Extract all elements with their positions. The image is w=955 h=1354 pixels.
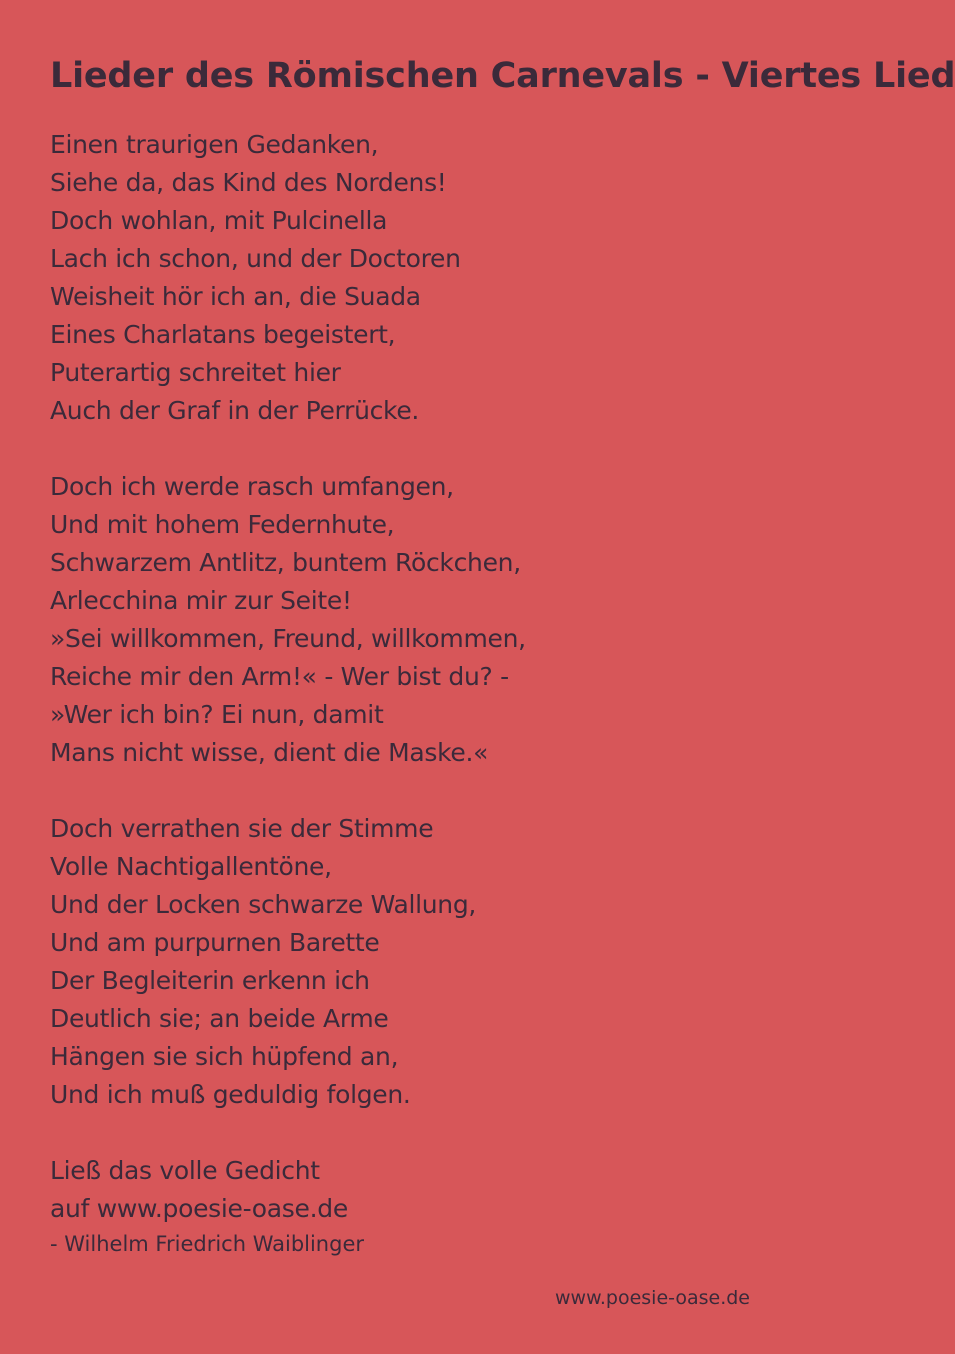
- poem-line: »Sei willkommen, Freund, willkommen,: [50, 624, 526, 653]
- read-more-note: [50, 1152, 790, 1228]
- poem-line: Der Begleiterin erkenn ich: [50, 966, 370, 995]
- poem-line: Mans nicht wisse, dient die Maske.«: [50, 738, 489, 767]
- poem-line: Volle Nachtigallentöne,: [50, 852, 332, 881]
- stanza-gap: [50, 772, 790, 810]
- stanza-gap: [50, 1114, 790, 1152]
- stanza-2: [50, 468, 790, 772]
- read-more-link: auf www.poesie-oase.de: [50, 1194, 348, 1223]
- poem-line: Schwarzem Antlitz, buntem Röckchen,: [50, 548, 521, 577]
- poem-line: Auch der Graf in der Perrücke.: [50, 396, 420, 425]
- poem-line: Doch verrathen sie der Stimme: [50, 814, 434, 843]
- poem-line: Arlecchina mir zur Seite!: [50, 586, 352, 615]
- poem-line: Doch wohlan, mit Pulcinella: [50, 206, 388, 235]
- poem-line: Und mit hohem Federnhute,: [50, 510, 395, 539]
- poem-line: Hängen sie sich hüpfend an,: [50, 1042, 399, 1071]
- poem-line: Deutlich sie; an beide Arme: [50, 1004, 389, 1033]
- poem-line: Reiche mir den Arm!« - Wer bist du? -: [50, 662, 509, 691]
- stanza-gap: [50, 430, 790, 468]
- poem-title: Lieder des Römischen Carnevals - Viertes Lied: [50, 56, 955, 96]
- poem-author: - Wilhelm Friedrich Waiblinger: [50, 1232, 365, 1256]
- poem-line: Puterartig schreitet hier: [50, 358, 341, 387]
- poem-line: Und der Locken schwarze Wallung,: [50, 890, 477, 919]
- site-watermark: www.poesie-oase.de: [554, 1287, 750, 1309]
- poem-line: Lach ich schon, und der Doctoren: [50, 244, 461, 273]
- poem-line: »Wer ich bin? Ei nun, damit: [50, 700, 384, 729]
- poem-line: Doch ich werde rasch umfangen,: [50, 472, 454, 501]
- poem-line: Einen traurigen Gedanken,: [50, 130, 379, 159]
- poem-line: Weisheit hör ich an, die Suada: [50, 282, 421, 311]
- stanza-3: [50, 810, 790, 1114]
- poem-line: Eines Charlatans begeistert,: [50, 320, 396, 349]
- poem-line: Und am purpurnen Barette: [50, 928, 380, 957]
- poem-line: Siehe da, das Kind des Nordens!: [50, 168, 447, 197]
- poem-body: [50, 126, 790, 1258]
- poem-line: Und ich muß geduldig folgen.: [50, 1080, 411, 1109]
- stanza-1: [50, 126, 790, 430]
- read-more-line: Ließ das volle Gedicht: [50, 1156, 320, 1185]
